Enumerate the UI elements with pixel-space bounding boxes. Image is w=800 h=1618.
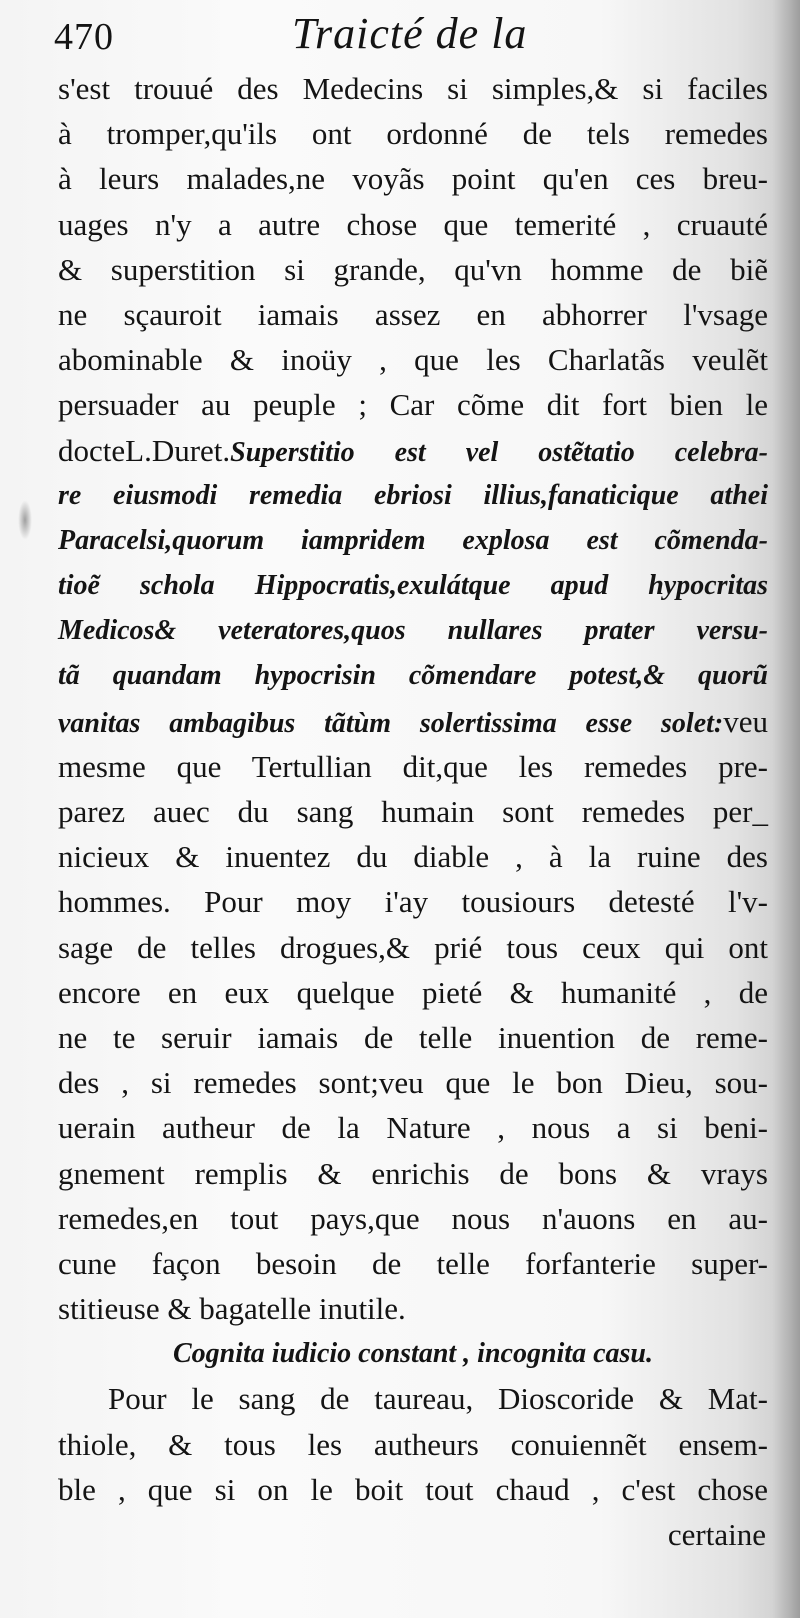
- latin-quote-line: re eiusmodi remedia ebriosi illius,fanaticique athei: [58, 479, 768, 511]
- text-line: s'est trouué des Medecins si simples,& si faciles: [58, 71, 768, 106]
- text-line: ne te seruir iamais de telle inuention de reme-: [58, 1019, 768, 1055]
- latin-quote-text: vanitas ambagibus tãtùm solertissima esse solet:: [58, 707, 724, 739]
- text-line: & superstition si grande, qu'vn homme de biẽ: [58, 251, 768, 287]
- text-line: uages n'y a autre chose que temerité , cruauté: [58, 206, 768, 242]
- latin-motto: Cognita iudicio constant , incognita casu.: [173, 1338, 653, 1370]
- text-line: remedes,en tout pays,que nous n'auons en au-: [58, 1200, 768, 1236]
- page-edge-shadow: [772, 0, 800, 1618]
- roman-text: docteL.Duret.: [58, 432, 231, 468]
- latin-quote-line: Medicos& veteratores,quos nullares prater versu-: [58, 615, 768, 647]
- text-line: Pour le sang de taureau, Dioscoride & Mat-: [108, 1381, 768, 1417]
- text-line: hommes. Pour moy i'ay tousiours detesté l'v-: [58, 884, 768, 920]
- text-line: sage de telles drogues,& prié tous ceux qui ont: [58, 929, 768, 965]
- text-line: thiole, & tous les autheurs conuiennẽt ensem-: [58, 1426, 768, 1462]
- text-line: abominable & inoüy , que les Charlatãs veulẽt: [58, 342, 768, 378]
- running-title: Traicté de la: [292, 9, 528, 58]
- text-line: mesme que Tertullian dit,que les remedes pre-: [58, 748, 768, 784]
- text-line: cune façon besoin de telle forfanterie super-: [58, 1245, 768, 1281]
- text-line: encore en eux quelque pieté & humanité , de: [58, 974, 768, 1010]
- text-line: parez auec du sang humain sont remedes per_: [58, 794, 768, 829]
- text-line-mixed: [58, 699, 768, 744]
- page-number: 470: [54, 16, 114, 58]
- text-line: ne sçauroit iamais assez en abhorrer l'vsage: [58, 296, 768, 332]
- text-line: gnement remplis & enrichis de bons & vrays: [58, 1155, 768, 1191]
- latin-quote-line: tã quandam hypocrisin cõmendare potest,& quorũ: [58, 660, 768, 692]
- catchword: certaine: [667, 1517, 766, 1552]
- text-line: uerain autheur de la Nature , nous a si beni-: [58, 1110, 768, 1146]
- body-text: [58, 66, 768, 1557]
- latin-quote-line: Paracelsi,quorum iampridem explosa est cõmenda-: [58, 524, 768, 556]
- text-line: à tromper,qu'ils ont ordonné de tels remedes: [58, 116, 768, 152]
- text-line-mixed: [58, 428, 768, 473]
- text-line: des , si remedes sont;veu que le bon Dieu, sou-: [58, 1065, 768, 1101]
- text-line: nicieux & inuentez du diable , à la ruine des: [58, 839, 768, 875]
- text-line: ble , que si on le boit tout chaud , c'est chose: [58, 1471, 768, 1507]
- paragraph-end-line: stitieuse & bagatelle inutile.: [58, 1291, 406, 1327]
- text-line: à leurs malades,ne voyãs point qu'en ces breu-: [58, 161, 768, 197]
- ink-speck: [18, 500, 32, 540]
- roman-text: veu: [723, 703, 768, 739]
- text-line: persuader au peuple ; Car cõme dit fort bien le: [58, 387, 768, 423]
- page-header: [52, 6, 752, 68]
- latin-quote-text: Superstitio est vel ostẽtatio celebra-: [230, 436, 768, 468]
- latin-quote-line: tioẽ schola Hippocratis,exulátque apud hypocritas: [58, 570, 768, 602]
